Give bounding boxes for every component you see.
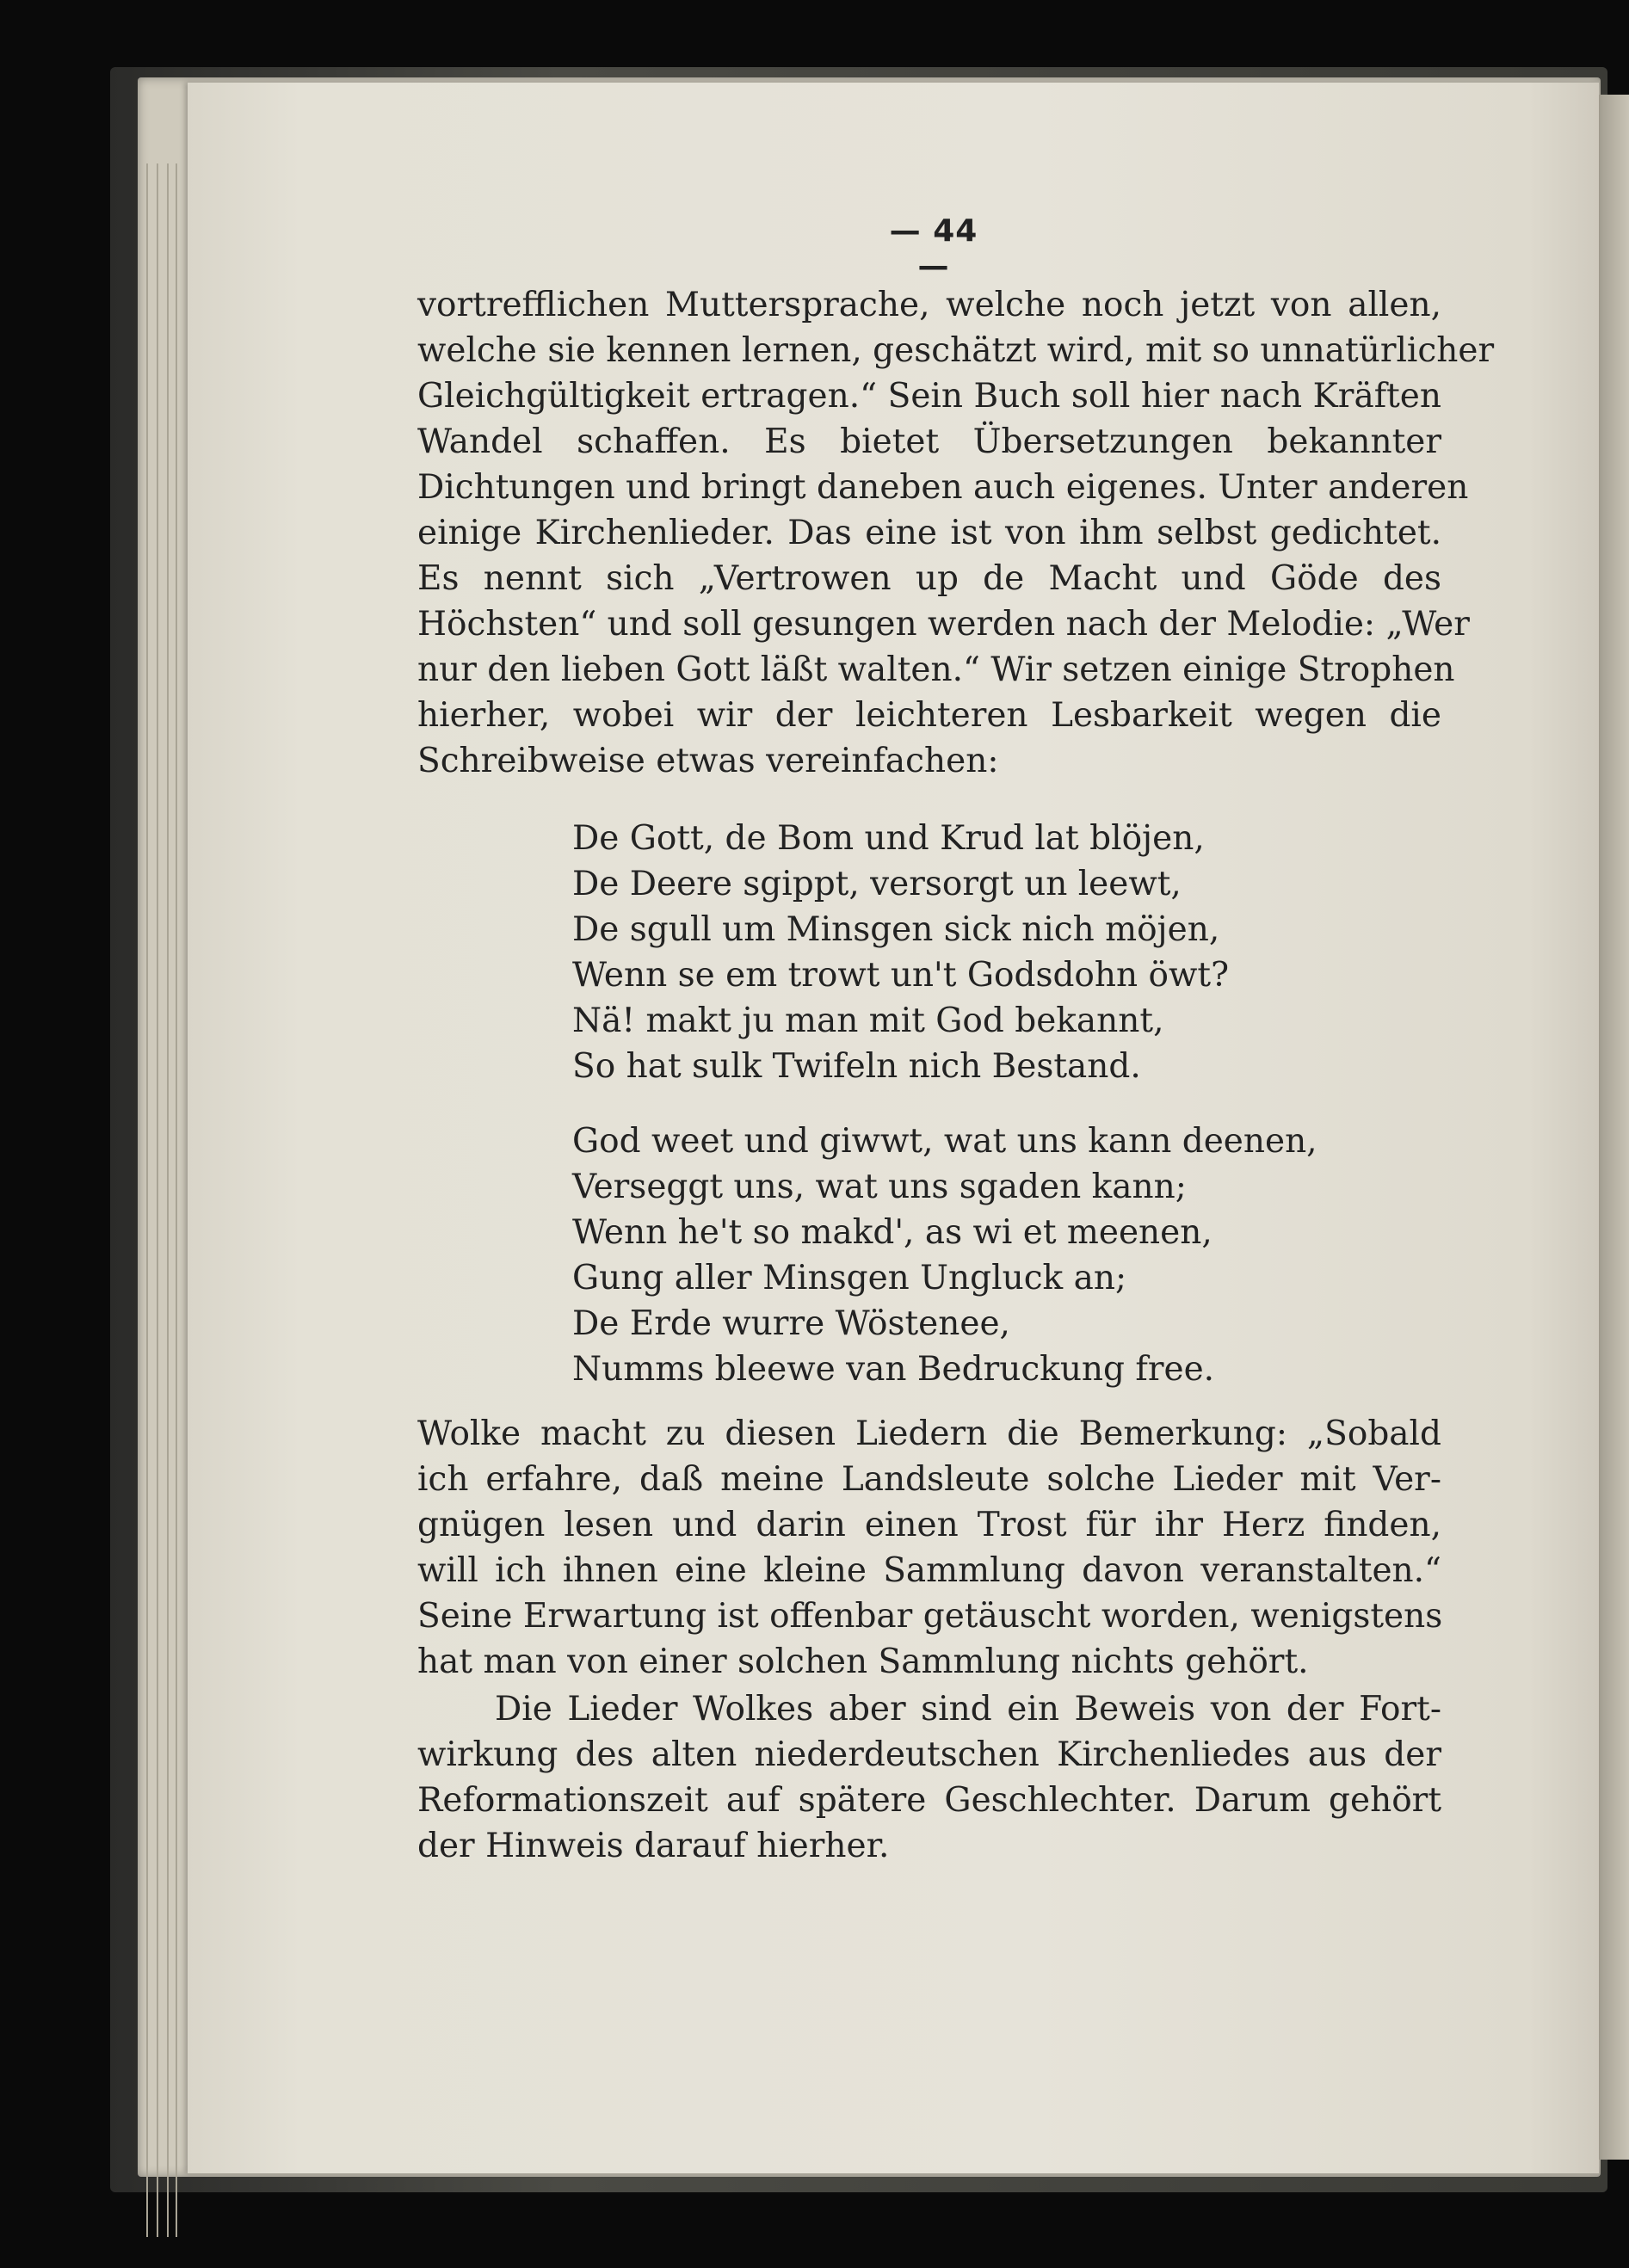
text-line: vortrefflichen Muttersprache, welche noch jetzt von allen, — [417, 286, 1441, 324]
verse-line: De Gott, de Bom und Krud lat blöjen, — [572, 819, 1205, 858]
text-line: Reformationszeit auf spätere Geschlechter. Darum gehört — [417, 1781, 1441, 1820]
page-number: — 44 — — [889, 213, 978, 284]
text-line: will ich ihnen eine kleine Sammlung davon veranstalten.“ — [417, 1551, 1441, 1590]
text-line: ich erfahre, daß meine Landsleute solche Lieder mit Ver- — [417, 1460, 1441, 1499]
paragraph-1 — [417, 282, 1495, 784]
text-line: Es nennt sich „Vertrowen up de Macht und Göde des — [417, 559, 1441, 598]
verse-line: Wenn se em trowt un't Godsdohn öwt? — [572, 956, 1229, 995]
text-line: einige Kirchenlieder. Das eine ist von ihm selbst gedichtet. — [417, 514, 1441, 552]
text-line: Dichtungen und bringt daneben auch eigenes. Unter anderen — [417, 468, 1469, 507]
text-line: gnügen lesen und darin einen Trost für ihr Herz finden, — [417, 1506, 1441, 1544]
text-line: Wolke macht zu diesen Liedern die Bemerkung: „Sobald — [417, 1414, 1441, 1453]
page-edge-line — [167, 163, 169, 2237]
page-edge-line — [176, 163, 177, 2237]
verse-line: De sgull um Minsgen sick nich möjen, — [572, 910, 1220, 949]
poem-stanza-1 — [572, 816, 1347, 1089]
verse-line: Verseggt uns, wat uns sgaden kann; — [572, 1168, 1187, 1206]
text-line: Schreibweise etwas vereinfachen: — [417, 742, 999, 780]
text-line: Die Lieder Wolkes aber sind ein Beweis von der Fort- — [495, 1690, 1441, 1729]
verse-line: De Erde wurre Wöstenee, — [572, 1304, 1010, 1343]
text-line: Höchsten“ und soll gesungen werden nach der Melodie: „Wer — [417, 605, 1470, 644]
text-line: nur den lieben Gott läßt walten.“ Wir setzen einige Strophen — [417, 650, 1455, 689]
paragraph-3 — [417, 1686, 1441, 1869]
text-line: welche sie kennen lernen, geschätzt wird, mit so unnatürlicher — [417, 331, 1495, 370]
text-line: wirkung des alten niederdeutschen Kirchenliedes aus der — [417, 1735, 1441, 1774]
verse-line: God weet und giwwt, wat uns kann deenen, — [572, 1122, 1317, 1161]
verse-line: Gung aller Minsgen Ungluck an; — [572, 1259, 1127, 1297]
text-line: Seine Erwartung ist offenbar getäuscht worden, wenigstens — [417, 1597, 1443, 1636]
text-line: hat man von einer solchen Sammlung nichts gehört. — [417, 1642, 1309, 1681]
paragraph-2 — [417, 1411, 1441, 1685]
text-line: hierher, wobei wir der leichteren Lesbarkeit wegen die — [417, 696, 1441, 735]
text-line: Gleichgültigkeit ertragen.“ Sein Buch soll hier nach Kräften — [417, 377, 1441, 416]
verse-line: So hat sulk Twifeln nich Bestand. — [572, 1047, 1141, 1086]
text-line: Wandel schaffen. Es bietet Übersetzungen bekannter — [417, 422, 1441, 461]
page-edge-line — [146, 163, 148, 2237]
verse-line: Wenn he't so makd', as wi et meenen, — [572, 1213, 1212, 1252]
verse-line: De Deere sgippt, versorgt un leewt, — [572, 865, 1182, 903]
text-line: der Hinweis darauf hierher. — [417, 1827, 890, 1865]
poem-stanza-2 — [572, 1119, 1347, 1392]
page-edge-line — [157, 163, 158, 2237]
verse-line: Nä! makt ju man mit God bekannt, — [572, 1001, 1164, 1040]
verse-line: Numms bleewe van Bedruckung free. — [572, 1350, 1215, 1389]
